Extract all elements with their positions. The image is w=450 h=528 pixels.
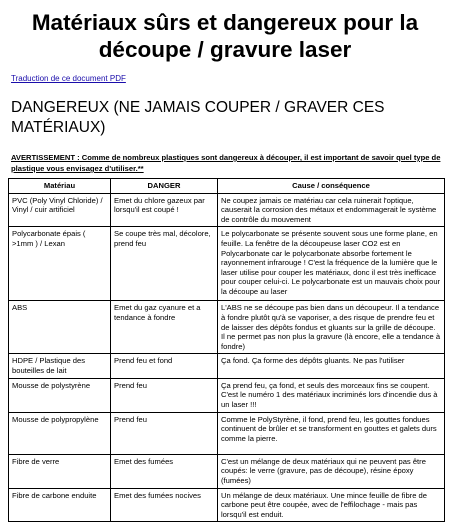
danger-cell: Prend feu et fond xyxy=(111,354,218,378)
table-row xyxy=(9,412,445,454)
table-row xyxy=(9,301,445,354)
table-header-row xyxy=(9,179,445,194)
danger-cell: Emet du chlore gazeux par lorsqu'il est coupé ! xyxy=(111,193,218,227)
material-cell: Polycarbonate épais ( >1mm ) / Lexan xyxy=(9,227,111,301)
header-material: Matériau xyxy=(9,179,111,194)
header-cause: Cause / conséquence xyxy=(218,179,445,194)
danger-cell: Se coupe très mal, décolore, prend feu xyxy=(111,227,218,301)
cause-cell: C'est un mélange de deux matériaux qui ne peuvent pas être coupés: le verre (gravure, pas de découpe), résine époxy (fumées) xyxy=(218,454,445,488)
danger-cell: Prend feu xyxy=(111,378,218,412)
table-row xyxy=(9,488,445,522)
cause-cell: Ça prend feu, ça fond, et seuls des morceaux fins se coupent. C'est le numéro 1 des matériaux incriminés lors d'incendie dus à un laser !!! xyxy=(218,378,445,412)
header-danger: DANGER xyxy=(111,179,218,194)
material-cell: Fibre de carbone enduite xyxy=(9,488,111,522)
danger-cell: Emet des fumées xyxy=(111,454,218,488)
material-cell: ABS xyxy=(9,301,111,354)
table-row xyxy=(9,227,445,301)
section-heading: DANGEREUX (NE JAMAIS COUPER / GRAVER CES MATÉRIAUX) xyxy=(11,99,385,136)
translation-link[interactable]: Traduction de ce document PDF xyxy=(11,74,126,83)
danger-cell: Emet du gaz cyanure et a tendance à fondre xyxy=(111,301,218,354)
material-cell: HDPE / Plastique des bouteilles de lait xyxy=(9,354,111,378)
danger-cell: Prend feu xyxy=(111,412,218,454)
cause-cell: Ça fond. Ça forme des dépôts gluants. Ne pas l'utiliser xyxy=(218,354,445,378)
material-cell: PVC (Poly Vinyl Chloride) / Vinyl / cuir artificiel xyxy=(9,193,111,227)
table-row xyxy=(9,354,445,378)
danger-cell: Emet des fumées nocives xyxy=(111,488,218,522)
materials-table xyxy=(8,178,445,522)
warning-text: AVERTISSEMENT : Comme de nombreux plastiques sont dangereux à découper, il est important de savoir quel type de plastique vous envisagez d'utiliser.** xyxy=(11,153,441,173)
cause-cell: Ne coupez jamais ce matériau car cela ruinerait l'optique, causerait la corrosion des métaux et endommagerait le système de contrôle du mouvement xyxy=(218,193,445,227)
cause-cell: Comme le PolyStyrène, il fond, prend feu, les gouttes fondues continuent de brûler et se transforment en gouttes et galets durs comme la pierre. xyxy=(218,412,445,454)
page-title: Matériaux sûrs et dangereux pour la découpe / gravure laser xyxy=(31,10,419,62)
cause-cell: L'ABS ne se découpe pas bien dans un découpeur. Il a tendance à fondre plutôt qu'à se vaporiser, a des risque de prendre feu et de laisser des dépôts fondus et gluants sur la grille de découpe. Il ne permet pas non plus la gravure (là encore, elle a tendance à fondre) xyxy=(218,301,445,354)
table-row xyxy=(9,193,445,227)
material-cell: Mousse de polypropylène xyxy=(9,412,111,454)
material-cell: Fibre de verre xyxy=(9,454,111,488)
cause-cell: Un mélange de deux matériaux. Une mince feuille de fibre de carbone peut être coupée, avec de l'effilochage - mais pas lorsqu'il est enduit. xyxy=(218,488,445,522)
table-row xyxy=(9,378,445,412)
table-row xyxy=(9,454,445,488)
material-cell: Mousse de polystyrène xyxy=(9,378,111,412)
cause-cell: Le polycarbonate se présente souvent sous une forme plane, en feuille. La fenêtre de la découpeuse laser CO2 est en Polycarbonate car le polycarbonate absorbe fortement le rayonnement infrarouge ! C'est la fréquence de la lumière que le laser utilise pour couper les matériaux, donc il est très inefficace pour couper celui-ci. Le polycarbonate est un mauvais choix pour la découpe au laser xyxy=(218,227,445,301)
